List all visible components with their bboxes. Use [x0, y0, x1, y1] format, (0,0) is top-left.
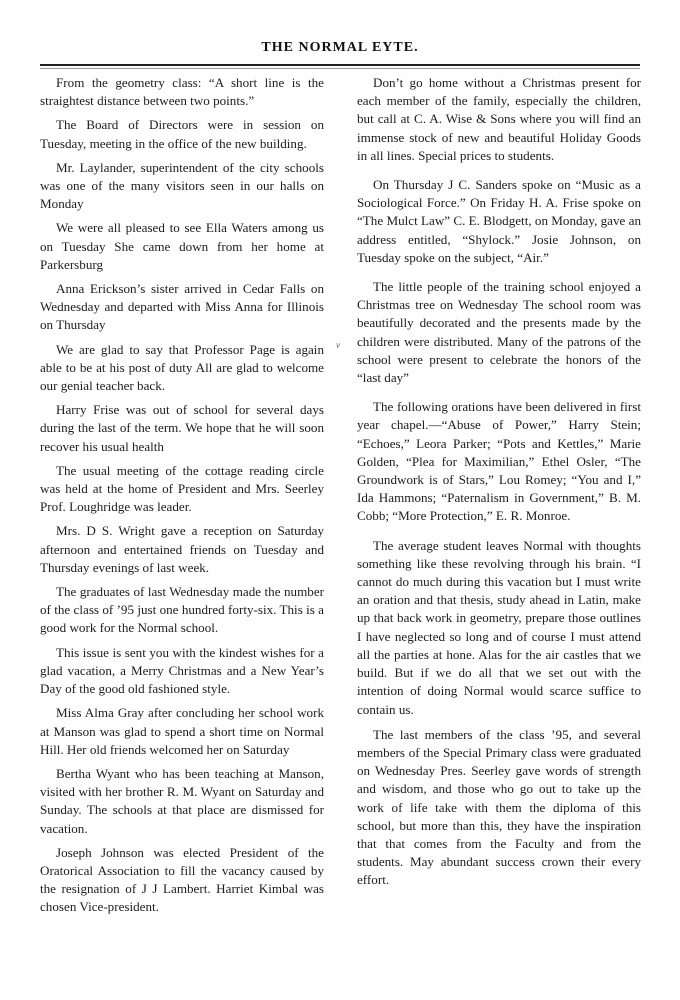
news-item-bertha-wyant: Bertha Wyant who has been teaching at Manson, visited with her brother R. M. Wyant on Saturday and Sunday. The schools at that place are dismissed for vacation. [40, 765, 324, 836]
header-rule-thin [40, 68, 640, 69]
news-item-reading-circle: The usual meeting of the cottage reading circle was held at the home of President and Mrs. Seerley Prof. Loughridge was leader. [40, 462, 324, 515]
left-column [40, 74, 324, 923]
news-item-harry-frise: Harry Frise was out of school for several days during the last of the term. We hope that he will soon recover his usual health [40, 402, 324, 454]
news-item-alma-gray: Miss Alma Gray after concluding her school work at Manson was glad to spend a short time on Normal Hill. Her old friends welcomed her on Saturday [40, 705, 324, 757]
news-item-speeches: On Thursday J C. Sanders spoke on “Music as a Sociological Force.” On Friday H. A. Frise spoke on “The Mulct Law” C. E. Blodgett, on Monday, gave an address entitled, “Shylock.” Josie Johnson, on Tuesday spoke on the subject, “Air.” [357, 177, 641, 265]
news-item-professor-page: We are glad to say that Professor Page is again able to be at his post of duty All are glad to welcome our genial teacher back. [40, 341, 324, 394]
news-item-average-student: The average student leaves Normal with thoughts something like these revolving through his brain. “I cannot do much during this vacation but I must write an oration and that thesis, study ahead in Latin, make up that back work in geometry, prepare those outlines I have neglected so long and of course I must attend all the parties at hone. Alas for the air castles that we build. But if we do all that we set out with the intention of doing Normal would scarce suffice to contain us. [357, 537, 641, 717]
news-item-graduates-count: The graduates of last Wednesday made the number of the class of ’95 just one hundred forty-six. This is a good work for the Normal school. [40, 584, 324, 636]
header-rule [40, 64, 640, 66]
news-item-oratorical-election: Joseph Johnson was elected President of the Oratorical Association to fill the vacancy caused by the resignation of J J Lambert. Harriet Kimbal was chosen Vice-president. [40, 844, 324, 915]
news-item-laylander-visit: Mr. Laylander, superintendent of the city schools was one of the many visitors seen in our halls on Monday [40, 159, 324, 212]
news-item-orations-list: The following orations have been delivered in first year chapel.—“Abuse of Power,” Harry Stein; “Echoes,” Leora Parker; “Pots and Kettles,” Marie Golden, “Plea for Maximilian,” Ethel Osler, “The Groundwork is of Stars,” Lou Romey; “You and I,” Ida Hammons; “Paternalism in Government,” B. M. Cobb; “More Protection,” E. R. Monroe. [357, 399, 641, 524]
news-item-wright-reception: Mrs. D S. Wright gave a reception on Saturday afternoon and entertained friends on Tuesday and Thursday evenings of last week. [40, 523, 324, 575]
news-item-board-of-directors: The Board of Directors were in session on Tuesday, meeting in the office of the new building. [40, 117, 324, 151]
page-header-title: THE NORMAL EYTE. [261, 40, 419, 55]
news-item-anna-erickson: Anna Erickson’s sister arrived in Cedar Falls on Wednesday and departed with Miss Anna for Illinois on Thursday [40, 281, 324, 333]
news-item-holiday-wishes: This issue is sent you with the kindest wishes for a glad vacation, a Merry Christmas and a New Year’s Day of the good old fashioned style. [40, 644, 324, 697]
news-item-ella-waters: We were all pleased to see Ella Waters among us on Tuesday She came down from her home at Parkersburg [40, 220, 324, 272]
right-column [357, 74, 641, 897]
news-item-class-graduation: The last members of the class ’95, and several members of the Special Primary class were graduated on Wednesday Pres. Seerley gave words of strength and wisdom, and those who go out to take up the work of life take with them the diploma of this school, but more than this, they have the inspiration that that comes from the Faculty and from the students. May abundant success crown their every effort. [357, 726, 641, 888]
news-item-geometry-quote: From the geometry class: “A short line is the straightest distance between two points.” [40, 75, 324, 109]
margin-check-mark: v [336, 340, 340, 350]
advertisement-wise-sons: Don’t go home without a Christmas present for each member of the family, especially the children, but call at C. A. Wise & Sons where you will find an immense stock of new and beautiful Holiday Goods in all lines. Special prices to students. [357, 75, 641, 163]
news-item-christmas-tree: The little people of the training school enjoyed a Christmas tree on Wednesday The school room was beautifully decorated and the presents made by the children were distributed. Many of the patrons of the school were present to celebrate the honors of the “last day” [357, 279, 641, 386]
